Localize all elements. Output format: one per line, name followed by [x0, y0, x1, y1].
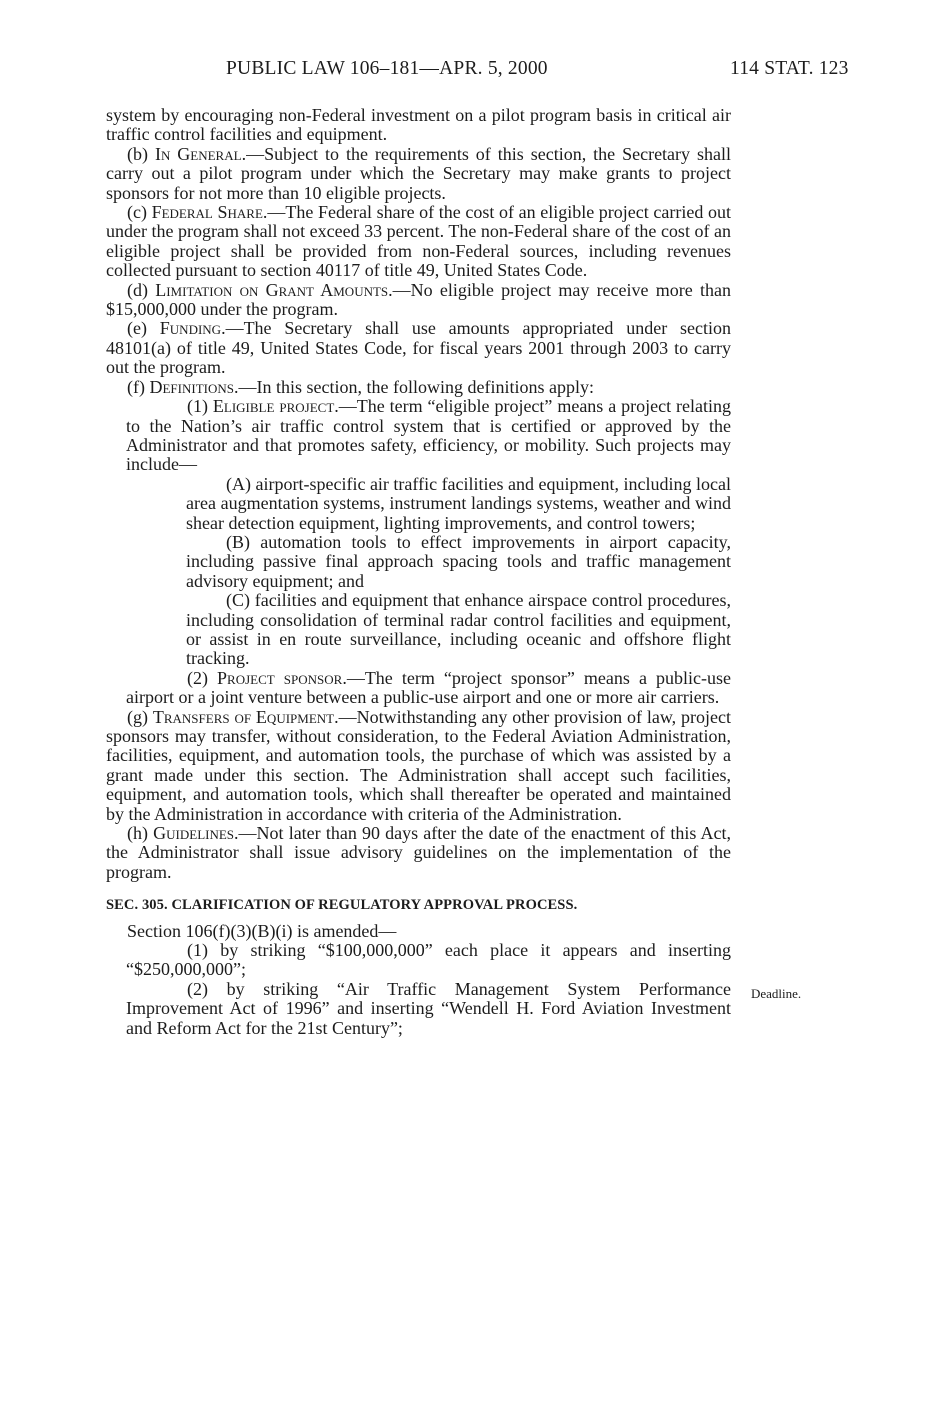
subparagraph-text: (B) automation tools to effect improvements in airport capacity, including passive final approach spacing tools and traffic management advisory equipment; and [186, 531, 731, 591]
heading-separator: .— [241, 143, 265, 164]
subsection-label: (d) [127, 279, 156, 300]
subsection-heading: Funding [159, 318, 222, 339]
paragraph-heading: Eligible project [212, 396, 335, 417]
subsection-g [106, 708, 731, 824]
paragraph-f1 [106, 397, 731, 475]
subsection-c [106, 203, 731, 281]
heading-separator: .— [334, 706, 357, 727]
subsection-text: The Secretary shall use amounts appropriated under section 48101(a) of title 49, United States Code, for fiscal years 2001 through 2003 to carry out the program. [106, 318, 731, 378]
subsection-label: (h) [127, 823, 154, 844]
subsection-text: No eligible project may receive more than $15,000,000 under the program. [106, 279, 731, 320]
subparagraph-f1B [106, 533, 731, 591]
subsection-heading: Federal Share [151, 202, 263, 223]
paragraph-heading: Project sponsor [217, 667, 343, 688]
subparagraph-text: (A) airport-specific air traffic facilities and equipment, including local area augmentation systems, instrument landings systems, weather and wind shear detection equipment, lighting improvements, and control towers; [186, 473, 731, 533]
paragraph-text: The term “eligible project” means a project relating to the Nation’s air traffic control system that is certified or approved by the Administrator and that promotes safety, efficiency, or mobility. Such projects may include— [126, 396, 731, 475]
heading-separator: .— [342, 667, 365, 688]
heading-separator: .— [262, 202, 286, 223]
paragraph-label: (1) [187, 396, 213, 417]
statute-page-reference: 114 STAT. 123 [730, 58, 849, 79]
subsection-f [106, 378, 731, 397]
subsection-d [106, 281, 731, 320]
heading-separator: .— [233, 376, 257, 397]
subsection-heading: In General [154, 143, 242, 164]
subsection-text: Subject to the requirements of this section, the Secretary shall carry out a pilot program under which the Secretary may make grants to project sponsors for not more than 10 eligible projects. [106, 143, 731, 203]
document-body [106, 106, 731, 1038]
subparagraph-f1A [106, 475, 731, 533]
margin-note-deadline: Deadline. [751, 986, 802, 1001]
heading-separator: .— [234, 823, 257, 844]
paragraph-label: (2) [187, 667, 218, 688]
subsection-h [106, 824, 731, 882]
subsection-label: (g) [127, 706, 153, 727]
heading-separator: .— [334, 396, 357, 417]
running-header [0, 58, 943, 84]
subsection-heading: Definitions [149, 376, 234, 397]
section-305-item-1: (1) by striking “$100,000,000” each place it appears and inserting “$250,000,000”; [126, 940, 731, 980]
subparagraph-text: (C) facilities and equipment that enhance airspace control procedures, including consolidation of terminal radar control facilities and equipment, or assist in en route surveillance, including oceanic and offshore flight tracking. [186, 590, 731, 669]
paragraph-a-continuation [106, 106, 731, 145]
subsection-b [106, 145, 731, 203]
section-305-heading: SEC. 305. CLARIFICATION OF REGULATORY APPROVAL PROCESS. [106, 897, 578, 914]
subsection-text: Notwithstanding any other provision of law, project sponsors may transfer, without consideration, to the Federal Aviation Administration, facilities, equipment, and automation tools, the purchase of which was assisted by a grant made under this section. The Administration shall accept such facilities, equipment, and automation tools, which shall thereafter be operated and maintained by the Administration in accordance with criteria of the Administration. [106, 706, 731, 824]
subsection-label: (c) [127, 202, 152, 223]
subsection-heading: Transfers of Equipment [152, 706, 335, 727]
heading-separator: .— [388, 279, 411, 300]
subsection-text: Not later than 90 days after the date of the enactment of this Act, the Administrator shall issue advisory guidelines on the implementation of the program. [106, 823, 731, 882]
section-305-item-2: (2) by striking “Air Traffic Management System Performance Improvement Act of 1996” and inserting “Wendell H. Ford Aviation Investment and Reform Act for the 21st Century”; [126, 978, 731, 1038]
heading-separator: .— [221, 318, 244, 339]
subsection-text: In this section, the following definitions apply: [256, 376, 594, 397]
page-title: PUBLIC LAW 106–181—APR. 5, 2000 [226, 58, 548, 79]
subsection-e [106, 319, 731, 377]
paragraph-text: The term “project sponsor” means a public-use airport or a joint venture between a public-use airport and one or more air carriers. [126, 667, 731, 708]
subsection-label: (b) [127, 143, 155, 164]
subsection-label: (f) [127, 376, 150, 397]
subsection-label: (e) [127, 318, 160, 339]
subsection-text: The Federal share of the cost of an eligible project carried out under the program shall not exceed 33 percent. The non-Federal share of the cost of an eligible project shall be provided from non-Federal sources, including revenues collected pursuant to section 40117 of title 49, United States Code. [106, 202, 731, 281]
subsection-heading: Limitation on Grant Amounts [155, 279, 389, 300]
paragraph-f2 [106, 669, 731, 708]
section-305-intro: Section 106(f)(3)(B)(i) is amended— [127, 920, 397, 941]
subsection-heading: Guidelines [153, 823, 235, 844]
paragraph-text: system by encouraging non-Federal investment on a pilot program basis in critical air traffic control facilities and equipment. [106, 105, 731, 145]
subparagraph-f1C [106, 591, 731, 669]
